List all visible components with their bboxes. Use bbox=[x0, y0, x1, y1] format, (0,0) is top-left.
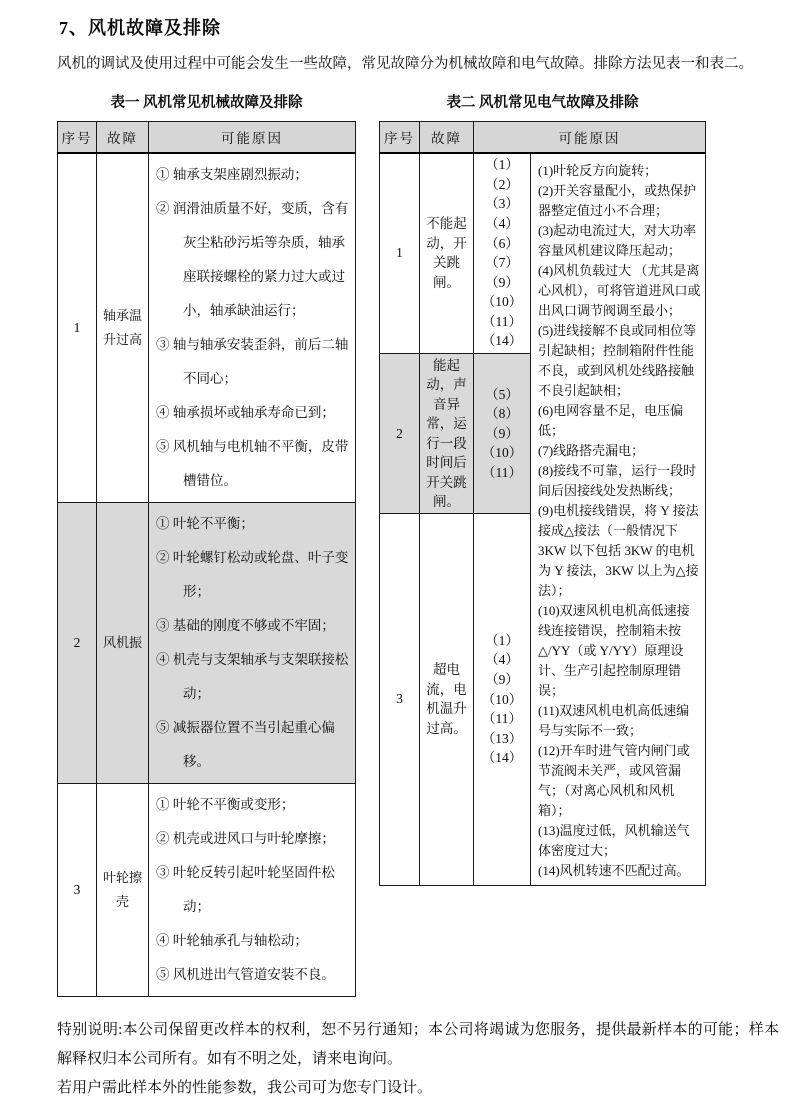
code-item: （10） bbox=[481, 691, 523, 707]
code-item: （9） bbox=[485, 672, 519, 688]
code-item: （10） bbox=[481, 294, 523, 310]
serial-cell: 1 bbox=[380, 153, 420, 354]
cause-item: ④ 叶轮轴承孔与轴松动； bbox=[156, 932, 308, 948]
special-note-line-1: 特别说明:本公司保留更改样本的权利，恕不另行通知；本公司将竭诚为您服务，提供最新样本的可能；样本解释权归本公司所有。如有不明之处，请来电询问。 bbox=[57, 1021, 779, 1067]
causes-cell bbox=[149, 153, 356, 503]
reason-item: (12)开车时进气管内闸门或节流阀未关严，或风管漏气；（对离心风机和风机箱）； bbox=[538, 742, 690, 818]
reason-item: (3)起动电流过大，对大功率容量风机建议降压起动； bbox=[538, 222, 697, 258]
electrical-fault-table-block bbox=[379, 91, 706, 886]
reason-item: (4)风机负载过大 （尤其是离心风机），可将管道进风口或出风口调节阀调至最小； bbox=[538, 262, 701, 318]
header-cause: 可能原因 bbox=[474, 122, 706, 153]
cause-item: ④ 机壳与支架轴承与支架联接松动； bbox=[156, 651, 349, 701]
cause-item: ⑤ 风机进出气管道安装不良。 bbox=[156, 966, 335, 982]
fault-cell: 轴承温升过高 bbox=[97, 153, 149, 503]
fault-cell: 叶轮擦壳 bbox=[97, 783, 149, 996]
fault-cell: 能起动，声音异常，运行一段时间后开关跳闸。 bbox=[420, 353, 474, 514]
special-note bbox=[57, 1016, 779, 1103]
code-item: （11） bbox=[482, 711, 522, 727]
fault-cell: 超电流，电机温升过高。 bbox=[420, 514, 474, 885]
cause-item: ② 叶轮螺钉松动或轮盘、叶子变形； bbox=[156, 549, 349, 599]
page-title: 7、风机故障及排除 bbox=[59, 18, 221, 38]
code-item: （11） bbox=[482, 464, 522, 480]
table-header-row bbox=[380, 122, 706, 153]
code-item: （4） bbox=[485, 652, 519, 668]
reason-item: (9)电机接线错误，将 Y 接法接成△接法（一般情况下 3KW 以下包括 3KW 的电机为 Y 接法，3KW 以上为△接法）； bbox=[538, 502, 699, 598]
cause-codes-cell bbox=[474, 514, 531, 885]
reason-item: (11)双速风机电机高低速编号与实际不一致； bbox=[538, 702, 690, 738]
code-item: （9） bbox=[485, 274, 519, 290]
table-row bbox=[58, 783, 356, 996]
fault-cell: 风机振 bbox=[97, 502, 149, 783]
code-item: （2） bbox=[485, 176, 519, 192]
code-item: （11） bbox=[482, 313, 522, 329]
serial-cell: 3 bbox=[380, 514, 420, 885]
electrical-fault-table bbox=[379, 121, 706, 886]
table-row bbox=[380, 153, 706, 354]
mechanical-fault-table bbox=[57, 121, 356, 997]
code-item: （4） bbox=[485, 215, 519, 231]
cause-item: ① 叶轮不平衡； bbox=[156, 515, 254, 531]
code-item: （7） bbox=[485, 255, 519, 271]
code-item: （14） bbox=[481, 750, 523, 766]
header-serial: 序号 bbox=[380, 122, 420, 153]
cause-item: ⑤ 风机轴与电机轴不平衡，皮带槽错位。 bbox=[156, 438, 349, 488]
reason-item: (13)温度过低，风机输送气体密度过大； bbox=[538, 822, 690, 858]
cause-codes-cell bbox=[474, 353, 531, 514]
serial-cell: 2 bbox=[380, 353, 420, 514]
reason-item: (1)叶轮反方向旋转； bbox=[538, 162, 658, 178]
reasons-cell bbox=[531, 153, 706, 886]
code-item: （14） bbox=[481, 333, 523, 349]
header-fault: 故障 bbox=[97, 122, 149, 153]
causes-cell bbox=[149, 783, 356, 996]
cause-item: ② 机壳或进风口与叶轮摩擦； bbox=[156, 830, 335, 846]
reason-item: (5)进线接解不良或同相位等引起缺相；控制箱附件性能不良，或到风机处线路接触不良引起缺相； bbox=[538, 322, 697, 398]
reason-item: (14)风机转速不匹配过高。 bbox=[538, 862, 690, 878]
header-cause: 可能原因 bbox=[149, 122, 356, 153]
reason-item: (2)开关容量配小，或热保护器整定值过小不合理； bbox=[538, 182, 697, 218]
table-row bbox=[58, 153, 356, 503]
cause-item: ③ 叶轮反转引起叶轮坚固件松动； bbox=[156, 864, 335, 914]
cause-item: ⑤ 减振器位置不当引起重心偏移。 bbox=[156, 719, 335, 769]
reason-item: (8)接线不可靠，运行一段时间后因接线处发热断线； bbox=[538, 462, 697, 498]
code-item: （3） bbox=[485, 196, 519, 212]
cause-codes-cell bbox=[474, 153, 531, 354]
serial-cell: 1 bbox=[58, 153, 97, 503]
electrical-table-caption: 表二 风机常见电气故障及排除 bbox=[446, 95, 639, 111]
mechanical-table-caption: 表一 风机常见机械故障及排除 bbox=[110, 95, 303, 111]
code-item: （5） bbox=[485, 386, 519, 402]
header-fault: 故障 bbox=[420, 122, 474, 153]
table-row bbox=[58, 502, 356, 783]
tables-row bbox=[57, 91, 774, 997]
cause-item: ④ 轴承损坏或轴承寿命已到； bbox=[156, 404, 335, 420]
code-item: （1） bbox=[485, 632, 519, 648]
code-item: （10） bbox=[481, 445, 523, 461]
fault-cell: 不能起动，开关跳闸。 bbox=[420, 153, 474, 354]
code-item: （9） bbox=[485, 425, 519, 441]
cause-item: ① 轴承支架座剧烈振动； bbox=[156, 166, 308, 182]
mechanical-fault-table-block bbox=[57, 91, 356, 997]
cause-item: ② 润滑油质量不好，变质，含有灰尘粘砂污垢等杂质，轴承座联接螺栓的紧力过大或过小，轴承缺油运行； bbox=[156, 200, 349, 318]
special-note-line-2: 若用户需此样本外的性能参数，我公司可为您专门设计。 bbox=[57, 1079, 433, 1096]
reason-item: (7)线路搭壳漏电； bbox=[538, 442, 645, 458]
code-item: （6） bbox=[485, 235, 519, 251]
code-item: （13） bbox=[481, 730, 523, 746]
serial-cell: 3 bbox=[58, 783, 97, 996]
reason-item: (6)电网容量不足，电压偏低； bbox=[538, 402, 684, 438]
code-item: （1） bbox=[485, 157, 519, 173]
cause-item: ③ 基础的刚度不够或不牢固； bbox=[156, 617, 335, 633]
cause-item: ① 叶轮不平衡或变形； bbox=[156, 796, 295, 812]
table-header-row bbox=[58, 122, 356, 153]
code-item: （8） bbox=[485, 406, 519, 422]
intro-paragraph: 风机的调试及使用过程中可能会发生一些故障，常见故障分为机械故障和电气故障。排除方法见表一和表二。 bbox=[57, 56, 753, 72]
serial-cell: 2 bbox=[58, 502, 97, 783]
reason-item: (10)双速风机电机高低速接线连接错误，控制箱未按△/YY（或 Y/YY）原理设计、生产引起控制原理错误； bbox=[538, 602, 690, 698]
cause-item: ③ 轴与轴承安装歪斜，前后二轴不同心； bbox=[156, 336, 349, 386]
causes-cell bbox=[149, 502, 356, 783]
header-serial: 序号 bbox=[58, 122, 97, 153]
